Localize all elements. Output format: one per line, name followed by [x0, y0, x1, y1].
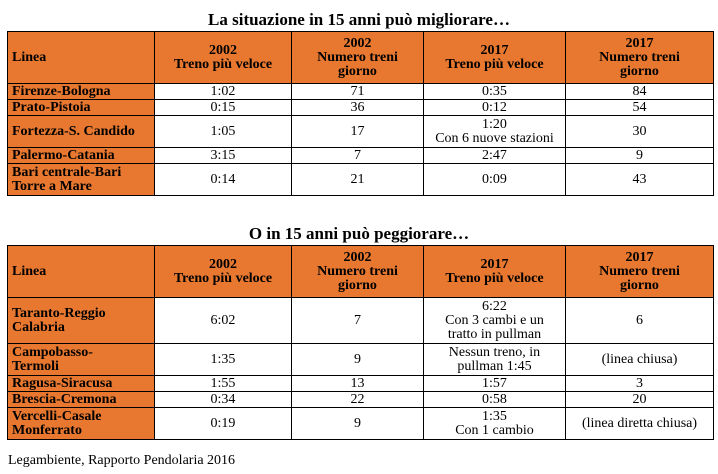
table2-header-row [8, 246, 714, 298]
table1-title: La situazione in 15 anni può migliorare… [208, 10, 510, 29]
value-cell: 1:05 [155, 116, 292, 148]
table-row [8, 408, 714, 440]
table2-header-4: 2017 Numero treni giorno [566, 246, 714, 298]
value-cell: 17 [292, 116, 424, 148]
value-cell: 1:35 [155, 344, 292, 376]
value-cell: 7 [292, 148, 424, 164]
table2-header-2: 2002 Numero treni giorno [292, 246, 424, 298]
line-name-cell: Taranto-Reggio Calabria [8, 298, 155, 344]
value-cell: 54 [566, 100, 714, 116]
value-cell: 9 [566, 148, 714, 164]
line-name-cell: Firenze-Bologna [8, 84, 155, 100]
line-name-cell: Palermo-Catania [8, 148, 155, 164]
table1-header-2: 2002 Numero treni giorno [292, 32, 424, 84]
value-cell: 9 [292, 408, 424, 440]
table-row [8, 376, 714, 392]
value-cell: 36 [292, 100, 424, 116]
value-cell: 30 [566, 116, 714, 148]
table2-header-1: 2002 Treno più veloce [155, 246, 292, 298]
table2-body [8, 298, 714, 440]
value-cell: (linea diretta chiusa) [566, 408, 714, 440]
value-cell: 1:57 [424, 376, 566, 392]
value-cell: 1:35 Con 1 cambio [424, 408, 566, 440]
table-row [8, 84, 714, 100]
value-cell: 43 [566, 164, 714, 196]
table1-header-1: 2002 Treno più veloce [155, 32, 292, 84]
value-cell: 0:35 [424, 84, 566, 100]
table-row [8, 148, 714, 164]
table2-title: O in 15 anni può peggiorare… [248, 224, 470, 243]
table2-header-3: 2017 Treno più veloce [424, 246, 566, 298]
table1-header-3: 2017 Treno più veloce [424, 32, 566, 84]
value-cell: 3:15 [155, 148, 292, 164]
value-cell: 6:22 Con 3 cambi e un tratto in pullman [424, 298, 566, 344]
table-row [8, 392, 714, 408]
line-name-cell: Campobasso- Termoli [8, 344, 155, 376]
value-cell: 13 [292, 376, 424, 392]
value-cell: 6:02 [155, 298, 292, 344]
value-cell: 20 [566, 392, 714, 408]
table2 [7, 245, 714, 440]
value-cell: 2:47 [424, 148, 566, 164]
value-cell: 71 [292, 84, 424, 100]
line-name-cell: Bari centrale-Bari Torre a Mare [8, 164, 155, 196]
line-name-cell: Ragusa-Siracusa [8, 376, 155, 392]
value-cell: 1:20 Con 6 nuove stazioni [424, 116, 566, 148]
value-cell: 1:02 [155, 84, 292, 100]
table-row [8, 164, 714, 196]
value-cell: Nessun treno, in pullman 1:45 [424, 344, 566, 376]
value-cell: 22 [292, 392, 424, 408]
table-row [8, 344, 714, 376]
value-cell: (linea chiusa) [566, 344, 714, 376]
line-name-cell: Brescia-Cremona [8, 392, 155, 408]
table-row [8, 116, 714, 148]
table1 [7, 31, 714, 196]
value-cell: 3 [566, 376, 714, 392]
value-cell: 7 [292, 298, 424, 344]
value-cell: 0:34 [155, 392, 292, 408]
line-name-cell: Prato-Pistoia [8, 100, 155, 116]
value-cell: 0:58 [424, 392, 566, 408]
table2-header-0: Linea [8, 246, 155, 298]
table-row [8, 100, 714, 116]
value-cell: 0:19 [155, 408, 292, 440]
table1-header-row [8, 32, 714, 84]
value-cell: 6 [566, 298, 714, 344]
value-cell: 0:14 [155, 164, 292, 196]
line-name-cell: Fortezza-S. Candido [8, 116, 155, 148]
value-cell: 0:09 [424, 164, 566, 196]
value-cell: 21 [292, 164, 424, 196]
value-cell: 9 [292, 344, 424, 376]
source-note: Legambiente, Rapporto Pendolaria 2016 [8, 453, 236, 468]
line-name-cell: Vercelli-Casale Monferrato [8, 408, 155, 440]
table1-body [8, 84, 714, 196]
value-cell: 0:15 [155, 100, 292, 116]
value-cell: 84 [566, 84, 714, 100]
table-row [8, 298, 714, 344]
value-cell: 0:12 [424, 100, 566, 116]
table1-header-4: 2017 Numero treni giorno [566, 32, 714, 84]
table1-header-0: Linea [8, 32, 155, 84]
value-cell: 1:55 [155, 376, 292, 392]
